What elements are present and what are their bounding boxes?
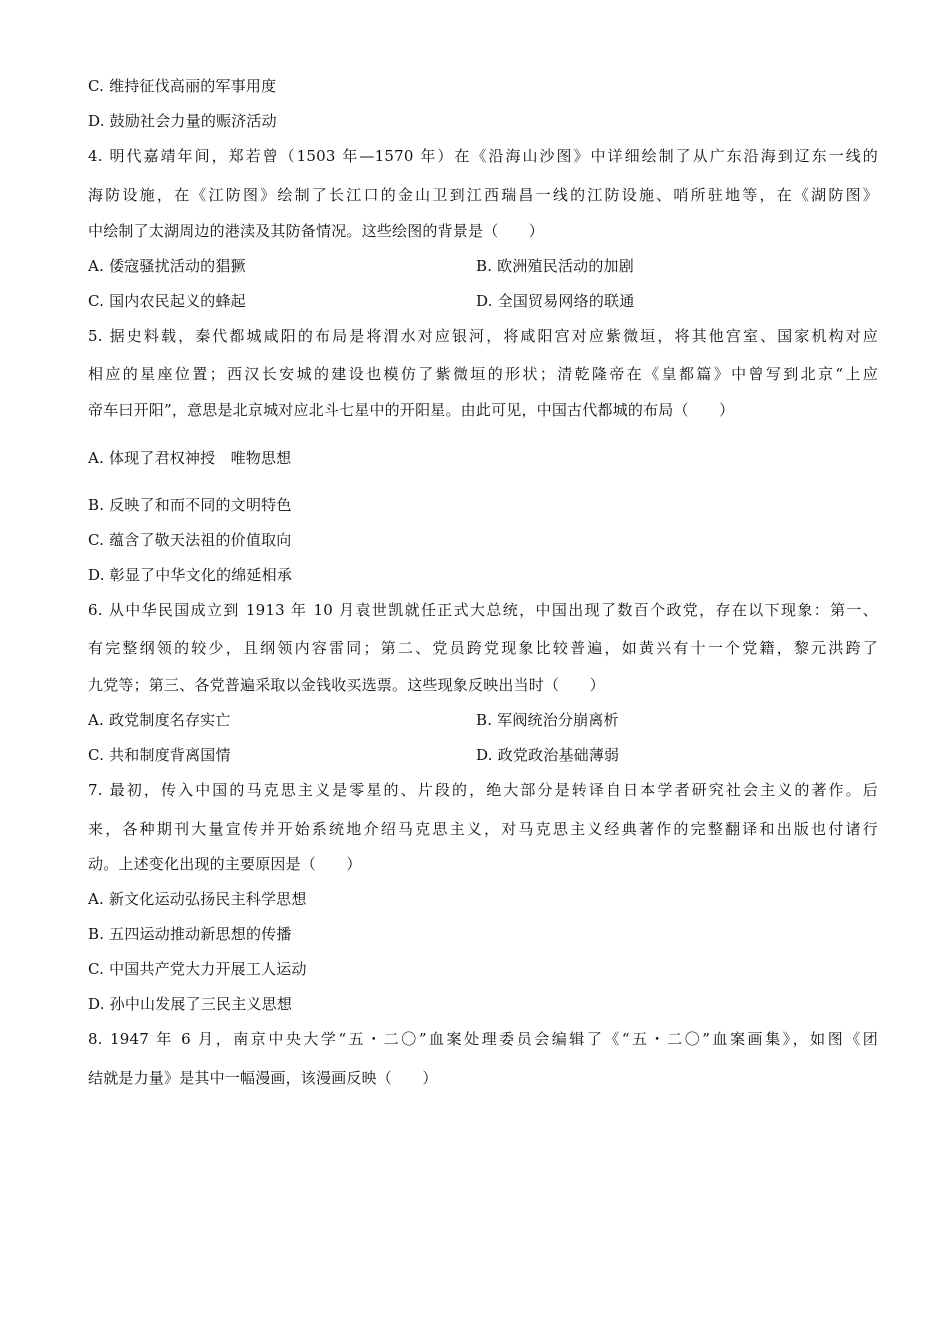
q5-stem-line-3: 帝车曰开阳”，意思是北京城对应北斗七星中的开阳星。由此可见，中国古代都城的布局（ ）: [88, 401, 735, 419]
q8-stem-line-1: 8. 1947 年 6 月，南京中央大学“五・二〇”血案处理委员会编辑了《“五・二〇”血案画集》，如图《团: [88, 1030, 878, 1048]
q4-option-b: B. 欧洲殖民活动的加剧: [476, 257, 634, 275]
q6-stem-line-2: 有完整纲领的较少，且纲领内容雷同；第二、党员跨党现象比较普遍，如黄兴有十一个党籍，黎元洪跨了: [88, 639, 878, 657]
q3-option-d: D. 鼓励社会力量的赈济活动: [88, 112, 277, 130]
q5-option-b: B. 反映了和而不同的文明特色: [88, 496, 292, 514]
q4-stem-line-1: 4. 明代嘉靖年间，郑若曾（1503 年—1570 年）在《沿海山沙图》中详细绘制了从广东沿海到辽东一线的: [88, 147, 878, 165]
q7-option-d: D. 孙中山发展了三民主义思想: [88, 995, 293, 1013]
q4-option-a: A. 倭寇骚扰活动的猖獗: [88, 257, 246, 275]
q7-option-c: C. 中国共产党大力开展工人运动: [88, 960, 307, 978]
q7-stem-line-3: 动。上述变化出现的主要原因是（ ）: [88, 855, 362, 873]
q3-option-c: C. 维持征伐高丽的军事用度: [88, 77, 277, 95]
q6-stem-line-3: 九党等；第三、各党普遍采取以金钱收买选票。这些现象反映出当时（ ）: [88, 676, 605, 694]
q6-option-d: D. 政党政治基础薄弱: [476, 746, 620, 764]
q5-stem-line-2: 相应的星座位置；西汉长安城的建设也模仿了紫微垣的形状；清乾隆帝在《皇都篇》中曾写到北京“上应: [88, 365, 878, 383]
q5-option-d: D. 彰显了中华文化的绵延相承: [88, 566, 293, 584]
q5-option-a: A. 体现了君权神授 唯物思想: [88, 449, 292, 467]
q4-stem-line-3: 中绘制了太湖周边的港渎及其防备情况。这些绘图的背景是（ ）: [88, 222, 545, 240]
q4-option-c: C. 国内农民起义的蜂起: [88, 292, 246, 310]
q4-option-d: D. 全国贸易网络的联通: [476, 292, 635, 310]
q5-stem-line-1: 5. 据史料载，秦代都城咸阳的布局是将渭水对应银河，将咸阳宫对应紫微垣，将其他宫室、国家机构对应: [88, 327, 878, 345]
q7-option-b: B. 五四运动推动新思想的传播: [88, 925, 292, 943]
q6-option-a: A. 政党制度名存实亡: [88, 711, 231, 729]
q5-option-c: C. 蕴含了敬天法祖的价值取向: [88, 531, 292, 549]
q6-stem-line-1: 6. 从中华民国成立到 1913 年 10 月袁世凯就任正式大总统，中国出现了数百个政党，存在以下现象：第一、: [88, 601, 878, 619]
q8-stem-line-2: 结就是力量》是其中一幅漫画，该漫画反映（ ）: [88, 1069, 438, 1087]
q6-option-c: C. 共和制度背离国情: [88, 746, 231, 764]
q4-stem-line-2: 海防设施，在《江防图》绘制了长江口的金山卫到江西瑞昌一线的江防设施、哨所驻地等，在《湖防图》: [88, 186, 878, 204]
q6-option-b: B. 军阀统治分崩离析: [476, 711, 619, 729]
q7-stem-line-1: 7. 最初，传入中国的马克思主义是零星的、片段的，绝大部分是转译自日本学者研究社会主义的著作。后: [88, 781, 878, 799]
q7-stem-line-2: 来，各种期刊大量宣传并开始系统地介绍马克思主义，对马克思主义经典著作的完整翻译和出版也付诸行: [88, 820, 878, 838]
q7-option-a: A. 新文化运动弘扬民主科学思想: [88, 890, 307, 908]
